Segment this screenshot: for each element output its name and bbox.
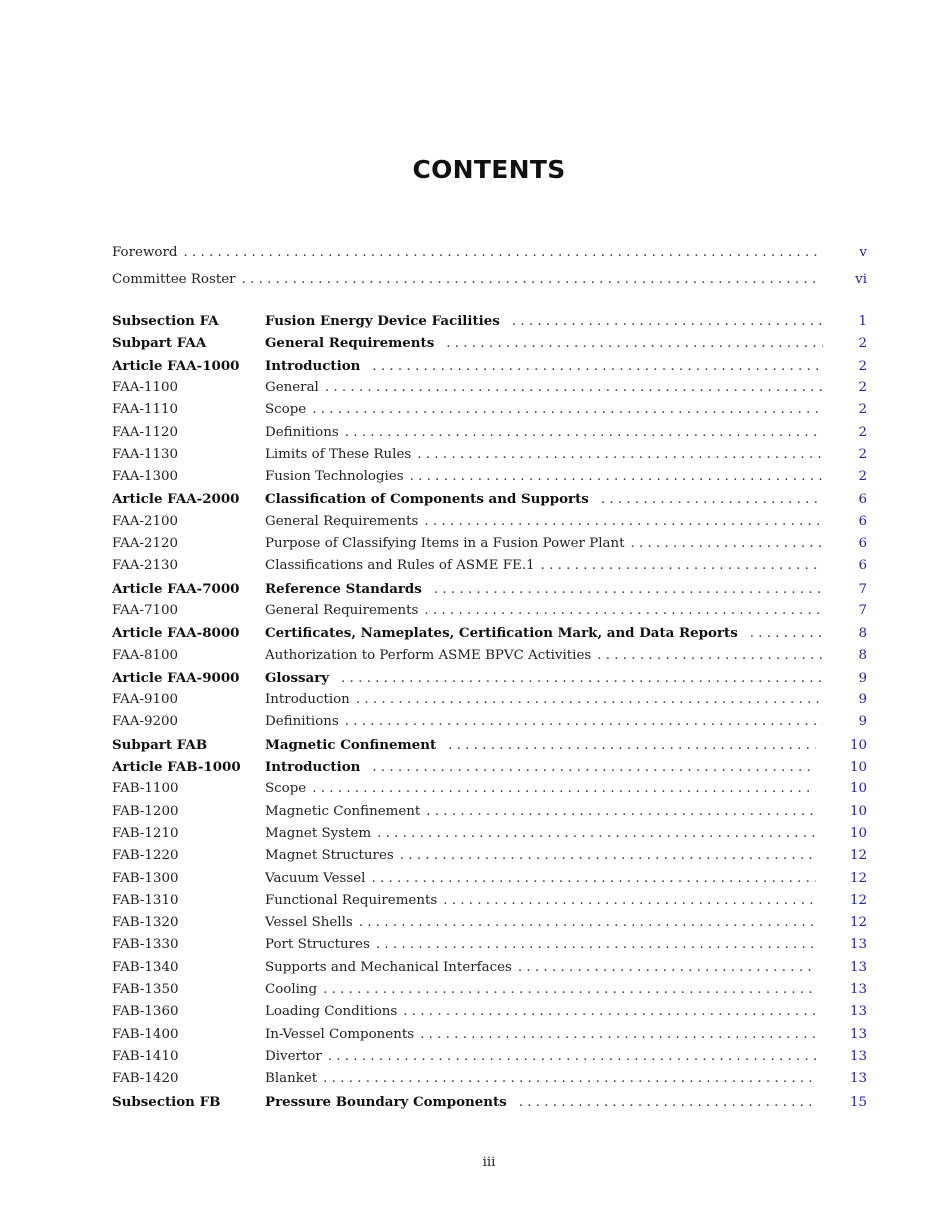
dot-leader — [325, 378, 823, 398]
toc-entry-body — [112, 243, 857, 263]
toc-entry-number: FAA-7100 — [112, 603, 179, 618]
toc-entry-title[interactable]: Definitions — [265, 425, 339, 440]
toc-entry-body — [265, 311, 857, 332]
toc-entry-number: Article FAA-7000 — [112, 581, 240, 597]
toc-entry-body — [265, 958, 850, 978]
dot-leader — [376, 935, 816, 955]
toc-page-link[interactable]: 13 — [849, 1027, 867, 1042]
toc-entry-body — [265, 601, 857, 621]
dot-leader — [601, 490, 823, 510]
toc-entry-number: FAA-1130 — [112, 447, 179, 462]
toc-entry[interactable] — [112, 958, 867, 978]
toc-page-link[interactable]: 12 — [849, 915, 867, 930]
toc-entry[interactable] — [112, 735, 867, 755]
toc-entry-title[interactable]: General Requirements — [265, 603, 419, 618]
dot-leader — [424, 512, 823, 532]
toc-entry[interactable] — [112, 489, 867, 509]
toc-entry[interactable] — [112, 534, 867, 554]
toc-entry-body — [265, 646, 857, 666]
toc-entry-body — [265, 512, 857, 532]
toc-page-link[interactable]: 10 — [849, 738, 867, 753]
toc-page-link[interactable]: 9 — [858, 714, 867, 729]
toc-entry-number: FAB-1300 — [112, 871, 179, 886]
dot-leader — [183, 243, 823, 263]
toc-page-link[interactable]: 7 — [858, 603, 867, 618]
toc-entry[interactable] — [112, 378, 867, 398]
toc-entry-body — [265, 467, 857, 487]
toc-entry[interactable] — [112, 467, 867, 487]
toc-page-link[interactable]: 13 — [849, 1071, 867, 1086]
dot-leader — [518, 958, 816, 978]
toc-entry-body — [265, 735, 850, 756]
toc-page-link[interactable]: 13 — [849, 1004, 867, 1019]
toc-entry-body — [265, 869, 850, 889]
toc-entry-title[interactable]: Introduction — [265, 692, 350, 707]
dot-leader — [417, 445, 823, 465]
toc-entry-body — [265, 891, 850, 911]
toc-entry-title[interactable]: Vacuum Vessel — [265, 871, 366, 886]
toc-entry-number: FAA-2120 — [112, 536, 179, 551]
toc-entry[interactable] — [112, 757, 867, 777]
toc-entry-number: Subsection FB — [112, 1094, 221, 1110]
toc-entry-title[interactable]: Scope — [265, 781, 307, 796]
toc-page-link[interactable]: 15 — [849, 1095, 867, 1110]
dot-leader — [434, 580, 823, 600]
toc-page-link[interactable]: 6 — [858, 558, 867, 573]
toc-entry-body — [265, 935, 850, 955]
toc-entry-body — [265, 400, 857, 420]
toc-entry-title[interactable]: Scope — [265, 402, 307, 417]
dot-leader — [750, 624, 823, 644]
toc-page-link[interactable]: 8 — [858, 648, 867, 663]
toc-entry-title[interactable]: Reference Standards — [265, 581, 422, 597]
toc-entry-number: Subsection FA — [112, 313, 219, 329]
toc-entry[interactable] — [112, 556, 867, 576]
toc-page-link[interactable]: v — [859, 245, 867, 260]
toc-entry-title[interactable]: Magnetic Confinement — [265, 737, 437, 753]
toc-entry-title[interactable]: Cooling — [265, 982, 318, 997]
toc-entry-body — [265, 913, 850, 933]
toc-entry-body — [265, 489, 857, 510]
toc-entry[interactable] — [112, 445, 867, 465]
toc-page-link[interactable]: 10 — [849, 804, 867, 819]
toc-entry-body — [265, 423, 857, 443]
toc-page-link[interactable]: 6 — [858, 492, 867, 507]
toc-page-link[interactable]: 13 — [849, 1049, 867, 1064]
toc-entry-number: Article FAA-2000 — [112, 491, 240, 507]
dot-leader — [323, 980, 816, 1000]
toc-entry-number: FAA-9100 — [112, 692, 179, 707]
toc-entry[interactable] — [112, 891, 867, 911]
toc-entry-title[interactable]: Supports and Mechanical Interfaces — [265, 960, 512, 975]
toc-entry[interactable] — [112, 1047, 867, 1067]
toc-page-link[interactable]: 12 — [849, 871, 867, 886]
toc-entry[interactable] — [112, 1025, 867, 1045]
dot-leader — [448, 736, 816, 756]
dot-leader — [371, 869, 816, 889]
toc-entry-number: FAB-1410 — [112, 1049, 179, 1064]
toc-entry-number: FAA-9200 — [112, 714, 179, 729]
toc-entry[interactable] — [112, 712, 867, 732]
toc-entry-body — [265, 690, 857, 710]
toc-page-link[interactable]: 2 — [858, 359, 867, 374]
toc-entry-body — [265, 579, 857, 600]
toc-entry[interactable] — [112, 846, 867, 866]
toc-entry-title[interactable]: General Requirements — [265, 335, 435, 351]
dot-leader — [372, 357, 823, 377]
dot-leader — [424, 601, 823, 621]
dot-leader — [410, 467, 823, 487]
toc-entry-title[interactable]: General Requirements — [265, 514, 419, 529]
toc-entry-body — [265, 668, 857, 689]
toc-entry-number: FAA-2130 — [112, 558, 179, 573]
toc-entry[interactable] — [112, 1092, 867, 1112]
dot-leader — [630, 534, 823, 554]
dot-leader — [597, 646, 823, 666]
toc-entry[interactable] — [112, 913, 867, 933]
dot-leader — [345, 712, 823, 732]
toc-page-link[interactable]: 13 — [849, 960, 867, 975]
toc-entry-number: FAB-1220 — [112, 848, 179, 863]
page-number: iii — [482, 1155, 496, 1170]
dot-leader — [519, 1093, 816, 1113]
toc-entry-body — [265, 1092, 850, 1113]
toc-entry-body — [265, 712, 857, 732]
toc-entry-title[interactable]: Classification of Components and Supports — [265, 491, 589, 507]
toc-entry-body — [265, 333, 857, 354]
dot-leader — [345, 423, 823, 443]
dot-leader — [377, 824, 816, 844]
toc-entry-title[interactable]: Certificates, Nameplates, Certification Mark, and Data Reports — [265, 625, 738, 641]
toc-entry-title[interactable]: Magnetic Confinement — [265, 804, 421, 819]
dot-leader — [443, 891, 816, 911]
dot-leader — [356, 690, 823, 710]
toc-page-link[interactable]: 6 — [858, 536, 867, 551]
toc-page-link[interactable]: vi — [855, 272, 867, 287]
toc-entry-number: Subpart FAB — [112, 737, 208, 753]
toc-page-link[interactable]: 9 — [858, 671, 867, 686]
dot-leader — [403, 1002, 816, 1022]
toc-page-link[interactable]: 10 — [849, 781, 867, 796]
toc-entry[interactable] — [112, 779, 867, 799]
toc-entry-number: FAB-1400 — [112, 1027, 179, 1042]
toc-entry-title[interactable]: Magnet System — [265, 826, 372, 841]
toc-entry[interactable] — [112, 423, 867, 443]
toc-page-link[interactable]: 2 — [858, 469, 867, 484]
toc-entry-title[interactable]: Loading Conditions — [265, 1004, 398, 1019]
toc-entry-number: Subpart FAA — [112, 335, 207, 351]
toc-entry-body — [265, 980, 850, 1000]
dot-leader — [359, 913, 816, 933]
toc-entry-title[interactable]: Glossary — [265, 670, 330, 686]
toc-entry[interactable] — [112, 824, 867, 844]
toc-front-entry[interactable] — [112, 270, 867, 290]
toc-entry-number: FAA-1110 — [112, 402, 179, 417]
toc-entry-body — [265, 846, 850, 866]
toc-page-link[interactable]: 1 — [858, 314, 867, 329]
toc-entry-title[interactable]: Limits of These Rules — [265, 447, 412, 462]
toc-entry-number: FAB-1340 — [112, 960, 179, 975]
dot-leader — [420, 1025, 816, 1045]
toc-front-entry[interactable] — [112, 243, 867, 263]
toc-entry-title[interactable]: Fusion Technologies — [265, 469, 404, 484]
toc-entry[interactable] — [112, 601, 867, 621]
toc-entry[interactable] — [112, 646, 867, 666]
toc-page-link[interactable]: 12 — [849, 848, 867, 863]
dot-leader — [312, 779, 816, 799]
toc-entry-number: FAB-1210 — [112, 826, 179, 841]
toc-entry-number: FAB-1350 — [112, 982, 179, 997]
toc-entry-title[interactable]: Foreword — [112, 245, 178, 260]
toc-entry-body — [265, 1047, 850, 1067]
toc-entry-number: FAA-1300 — [112, 469, 179, 484]
toc-page-link[interactable]: 6 — [858, 514, 867, 529]
toc-entry-body — [265, 623, 857, 644]
toc-entry-title[interactable]: Definitions — [265, 714, 339, 729]
toc-page-link[interactable]: 2 — [858, 336, 867, 351]
toc-page-link[interactable]: 12 — [849, 893, 867, 908]
toc-entry-title[interactable]: Committee Roster — [112, 272, 236, 287]
toc-entry-body — [265, 824, 850, 844]
toc-entry[interactable] — [112, 1002, 867, 1022]
toc-entry-title[interactable]: Introduction — [265, 358, 361, 374]
toc-page-link[interactable]: 13 — [849, 937, 867, 952]
toc-page-link[interactable]: 7 — [858, 582, 867, 597]
toc-entry-body — [265, 779, 850, 799]
toc-page-link[interactable]: 2 — [858, 425, 867, 440]
toc-entry-title[interactable]: Purpose of Classifying Items in a Fusion Power Plant — [265, 536, 625, 551]
toc-entry-title[interactable]: Magnet Structures — [265, 848, 394, 863]
toc-entry-number: FAB-1330 — [112, 937, 179, 952]
dot-leader — [426, 802, 816, 822]
dot-leader — [341, 669, 823, 689]
dot-leader — [541, 556, 823, 576]
toc-entry[interactable] — [112, 935, 867, 955]
dot-leader — [323, 1069, 816, 1089]
dot-leader — [328, 1047, 816, 1067]
toc-page-link[interactable]: 2 — [858, 380, 867, 395]
toc-entry[interactable] — [112, 690, 867, 710]
dot-leader — [512, 312, 823, 332]
toc-entry-title[interactable]: Introduction — [265, 759, 361, 775]
toc-entry-number: FAB-1420 — [112, 1071, 179, 1086]
toc-page-link[interactable]: 8 — [858, 626, 867, 641]
toc-page-link[interactable]: 10 — [849, 760, 867, 775]
toc-entry[interactable] — [112, 1069, 867, 1089]
toc-entry-title[interactable]: Authorization to Perform ASME BPVC Activities — [265, 648, 592, 663]
toc-entry-body — [265, 378, 857, 398]
toc-entry-number: FAB-1360 — [112, 1004, 179, 1019]
toc-entry-number: FAB-1310 — [112, 893, 179, 908]
toc-entry-title[interactable]: Classifications and Rules of ASME FE.1 — [265, 558, 535, 573]
toc-entry[interactable] — [112, 668, 867, 688]
toc-entry[interactable] — [112, 356, 867, 376]
toc-entry-body — [265, 802, 850, 822]
toc-entry-number: FAA-1120 — [112, 425, 179, 440]
toc-entry[interactable] — [112, 400, 867, 420]
dot-leader — [312, 400, 823, 420]
dot-leader — [372, 758, 816, 778]
toc-entry-number: FAB-1200 — [112, 804, 179, 819]
toc-page-link[interactable]: 10 — [849, 826, 867, 841]
toc-entry-title[interactable]: Port Structures — [265, 937, 370, 952]
toc-entry-body — [265, 757, 850, 778]
toc-entry[interactable] — [112, 869, 867, 889]
toc-page-link[interactable]: 2 — [858, 447, 867, 462]
toc-entry-number: FAA-1100 — [112, 380, 179, 395]
toc-entry-title[interactable]: Vessel Shells — [265, 915, 353, 930]
toc-entry-title[interactable]: In-Vessel Components — [265, 1027, 415, 1042]
toc-entry-body — [265, 556, 857, 576]
toc-entry-body — [265, 356, 857, 377]
toc-entry-body — [265, 534, 857, 554]
dot-leader — [446, 334, 823, 354]
page-title: CONTENTS — [412, 155, 566, 184]
toc-entry-title[interactable]: Functional Requirements — [265, 893, 438, 908]
toc-entry-body — [265, 445, 857, 465]
toc-entry-body — [265, 1002, 850, 1022]
toc-entry-title[interactable]: General — [265, 380, 319, 395]
toc-entry-number: Article FAA-8000 — [112, 625, 240, 641]
toc-page-link[interactable]: 13 — [849, 982, 867, 997]
toc-entry-body — [265, 1069, 850, 1089]
toc-entry[interactable] — [112, 980, 867, 1000]
dot-leader — [242, 270, 822, 290]
toc-page-link[interactable]: 2 — [858, 402, 867, 417]
toc-entry[interactable] — [112, 311, 867, 331]
toc-entry-title[interactable]: Blanket — [265, 1071, 318, 1086]
toc-entry-number: FAA-8100 — [112, 648, 179, 663]
toc-entry[interactable] — [112, 623, 867, 643]
toc-entry-number: FAB-1100 — [112, 781, 179, 796]
toc-entry-title[interactable]: Pressure Boundary Components — [265, 1094, 507, 1110]
toc-page-link[interactable]: 9 — [858, 692, 867, 707]
toc-entry-number: Article FAA-9000 — [112, 670, 240, 686]
toc-entry-number: FAA-2100 — [112, 514, 179, 529]
toc-entry[interactable] — [112, 333, 867, 353]
toc-entry[interactable] — [112, 579, 867, 599]
toc-entry-title[interactable]: Divertor — [265, 1049, 322, 1064]
toc-entry[interactable] — [112, 512, 867, 532]
toc-entry-number: Article FAA-1000 — [112, 358, 240, 374]
toc-entry-number: Article FAB-1000 — [112, 759, 241, 775]
toc-entry-number: FAB-1320 — [112, 915, 179, 930]
toc-entry-body — [112, 270, 855, 290]
toc-entry[interactable] — [112, 802, 867, 822]
dot-leader — [400, 846, 816, 866]
toc-entry-body — [265, 1025, 850, 1045]
toc-entry-title[interactable]: Fusion Energy Device Facilities — [265, 313, 500, 329]
